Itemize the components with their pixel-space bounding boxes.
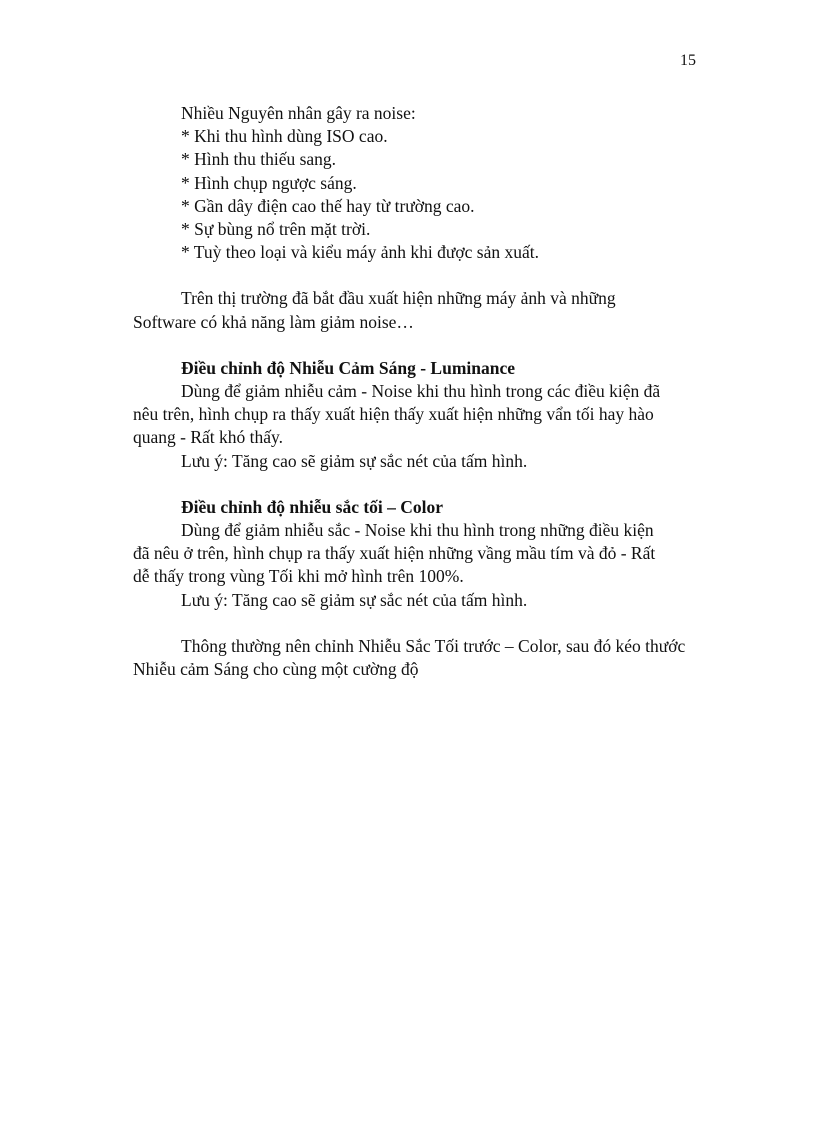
luminance-heading: Điều chỉnh độ Nhiễu Cảm Sáng - Luminance: [181, 357, 516, 378]
color-paragraph-line: đã nêu ở trên, hình chụp ra thấy xuất hiện những vầng mầu tím và đỏ - Rất: [133, 543, 656, 564]
advice-paragraph-line: Thông thường nên chỉnh Nhiễu Sắc Tối trước – Color, sau đó kéo thước: [181, 635, 686, 656]
cause-item: * Sự bùng nổ trên mặt trời.: [181, 219, 371, 240]
luminance-paragraph-line: Dùng để giảm nhiễu cảm - Noise khi thu hình trong các điều kiện đã: [181, 381, 661, 402]
cause-item: * Gần dây điện cao thế hay từ trường cao.: [181, 195, 475, 216]
luminance-paragraph-line: nêu trên, hình chụp ra thấy xuất hiện thấy xuất hiện những vẩn tối hay hào: [133, 404, 654, 425]
market-paragraph-line: Software có khả năng làm giảm noise…: [133, 311, 414, 332]
luminance-paragraph-line: quang - Rất khó thấy.: [133, 427, 284, 448]
color-note: Lưu ý: Tăng cao sẽ giảm sự sắc nét của tấm hình.: [181, 589, 528, 610]
advice-paragraph-line: Nhiễu cảm Sáng cho cùng một cường độ: [133, 659, 419, 680]
cause-item: * Hình chụp ngược sáng.: [181, 172, 357, 193]
luminance-note: Lưu ý: Tăng cao sẽ giảm sự sắc nét của tấm hình.: [181, 450, 528, 471]
color-heading: Điều chỉnh độ nhiễu sắc tối – Color: [181, 496, 444, 517]
causes-intro: Nhiều Nguyên nhân gây ra noise:: [181, 103, 416, 123]
color-paragraph-line: dễ thấy trong vùng Tối khi mở hình trên 100%.: [133, 566, 464, 587]
cause-item: * Hình thu thiếu sang.: [181, 149, 337, 170]
market-paragraph-line: Trên thị trường đã bắt đầu xuất hiện những máy ảnh và những: [181, 288, 616, 309]
cause-item: * Khi thu hình dùng ISO cao.: [181, 126, 388, 147]
color-paragraph-line: Dùng để giảm nhiễu sắc - Noise khi thu hình trong những điều kiện: [181, 520, 654, 541]
page-number: 15: [680, 52, 696, 69]
cause-item: * Tuỳ theo loại và kiểu máy ảnh khi được sản xuất.: [181, 242, 539, 263]
page-body: [133, 102, 743, 681]
